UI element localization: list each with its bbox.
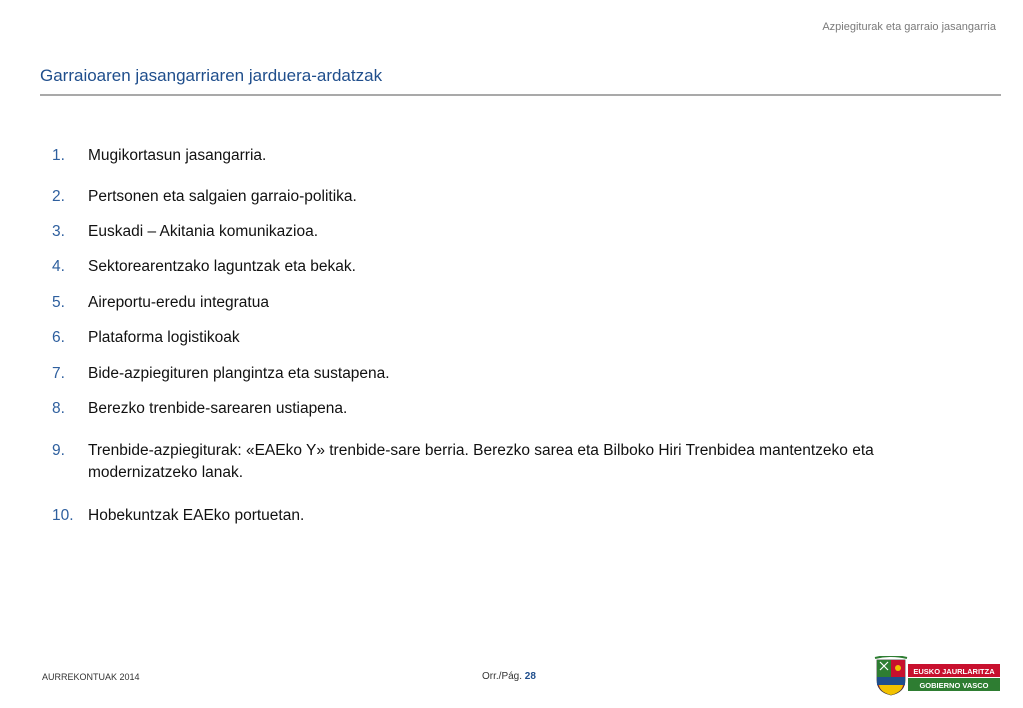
list-item-text: Berezko trenbide-sarearen ustiapena. [88,400,348,417]
list-item-text: Sektorearentzako laguntzak eta bekak. [88,258,356,275]
list-item-number: 4. [52,258,65,275]
list-item-text: Plataforma logistikoak [88,329,240,346]
section-header: Azpiegiturak eta garraio jasangarria [822,21,996,33]
list-item-text: Aireportu-eredu integratua [88,294,269,311]
list-item-number: 10. [52,507,74,524]
list-item-text: Euskadi – Akitania komunikazioa. [88,223,319,240]
list-item-number: 3. [52,223,65,240]
page-number: 28 [524,671,536,682]
page-title: Garraioaren jasangarriaren jarduera-ardatzak [40,66,383,85]
page-label: Orr./Pág. [482,671,523,682]
footer-budget-label: AURREKONTUAK 2014 [42,672,140,682]
list-item-number: 6. [52,329,65,346]
list-item-number: 8. [52,400,65,417]
coat-of-arms-icon [875,656,907,695]
list-item-number: 1. [52,147,65,164]
list-item-text: Trenbide-azpiegiturak: «EAEko Y» trenbide-sare berria. Berezko sarea eta Bilboko Hiri Trenbidea mantentzeko eta modernizatzeko lanak. [88,442,874,481]
list-item-text: Pertsonen eta salgaien garraio-politika. [88,188,357,205]
list-item-text: Bide-azpiegituren plangintza eta sustapena. [88,365,390,382]
list-item-number: 9. [52,442,65,459]
title-divider [40,94,1001,96]
government-logo [874,656,1002,696]
list-item-text: Hobekuntzak EAEko portuetan. [88,507,305,524]
list-item-number: 7. [52,365,65,382]
list-item-number: 2. [52,188,65,205]
logo-line-1: EUSKO JAURLARITZA [913,667,995,676]
list-item-number: 5. [52,294,65,311]
page-indicator [482,671,536,682]
logo-line-2: GOBIERNO VASCO [919,681,989,690]
list-item-text: Mugikortasun jasangarria. [88,147,267,164]
